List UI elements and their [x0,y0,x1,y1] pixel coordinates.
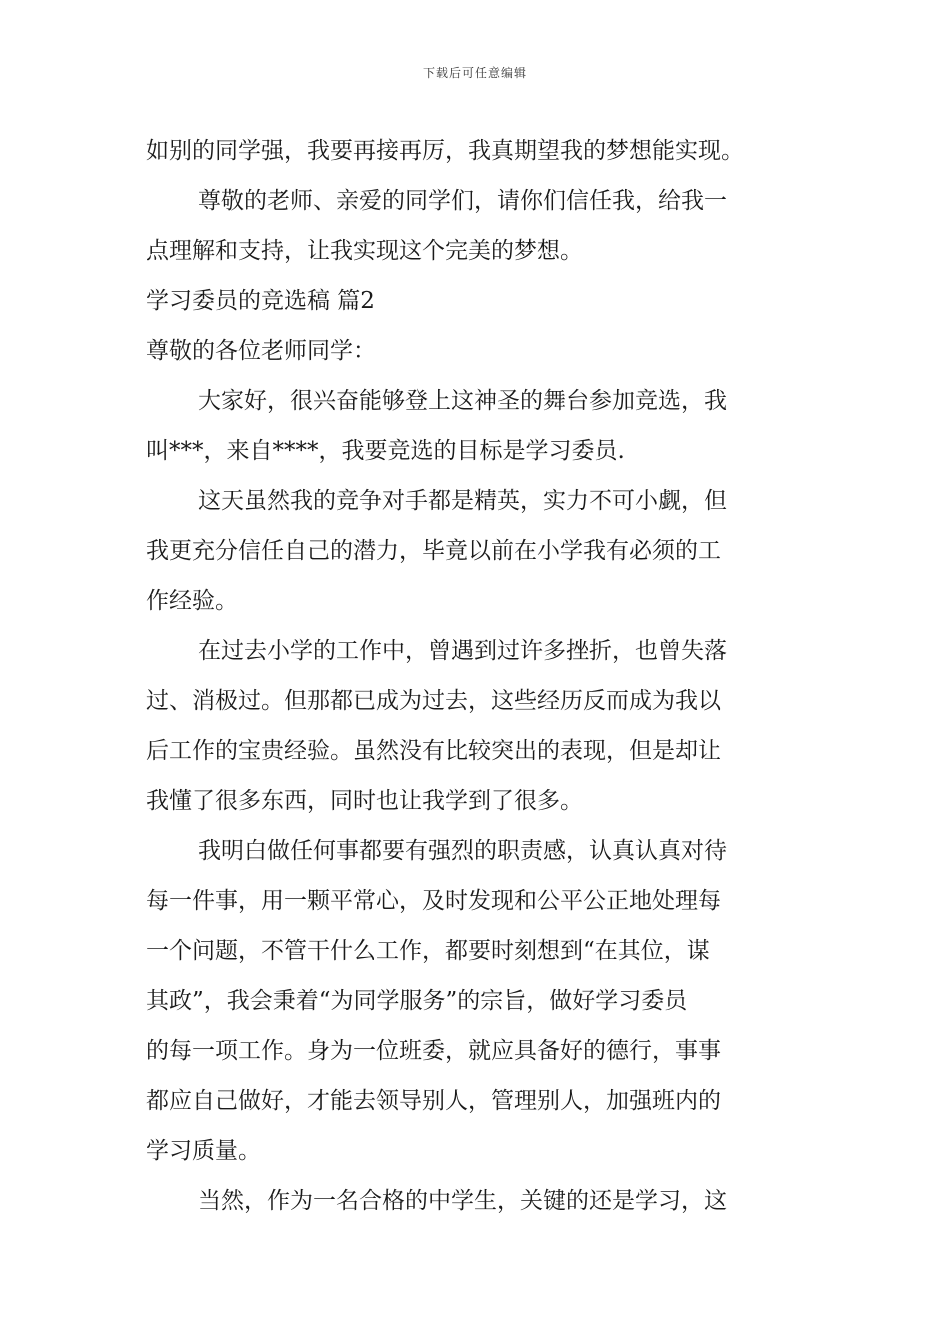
text-line: 作经验。 [146,588,238,614]
text-line: 过、消极过。但那都已成为过去，这些经历反而成为我以 [146,688,721,714]
text-line: 都应自己做好，才能去领导别人，管理别人，加强班内的 [146,1088,721,1114]
document-body [146,126,808,1226]
text-line: 学习质量。 [146,1138,261,1164]
salutation: 尊敬的各位老师同学： [146,338,376,364]
text-line: 在过去小学的工作中，曾遇到过许多挫折，也曾失落 [198,638,727,664]
page-header: 下载后可任意编辑 [422,66,527,80]
text-line: 这天虽然我的竞争对手都是精英，实力不可小觑，但 [198,488,727,514]
text-line: 其政”，我会秉着“为同学服务”的宗旨，做好学习委员 [146,988,688,1014]
text-line: 叫***，来自****，我要竞选的目标是学习委员. [146,438,625,464]
text-line: 当然，作为一名合格的中学生，关键的还是学习，这 [198,1188,727,1214]
text-line: 一个问题，不管干什么工作，都要时刻想到“在其位，谋 [146,938,710,964]
text-line: 我懂了很多东西，同时也让我学到了很多。 [146,788,583,814]
text-line: 的每一项工作。身为一位班委，就应具备好的德行，事事 [146,1038,721,1064]
text-line: 后工作的宝贵经验。虽然没有比较突出的表现，但是却让 [146,738,721,764]
text-line: 我更充分信任自己的潜力，毕竟以前在小学我有必须的工 [146,538,721,564]
text-line: 如别的同学强，我要再接再厉，我真期望我的梦想能实现。 [146,138,744,164]
text-line: 大家好，很兴奋能够登上这神圣的舞台参加竞选，我 [198,388,727,414]
text-line: 每一件事，用一颗平常心，及时发现和公平公正地处理每 [146,888,721,914]
text-line: 点理解和支持，让我实现这个完美的梦想。 [146,238,583,264]
text-line: 尊敬的老师、亲爱的同学们，请你们信任我，给我一 [198,188,727,214]
section-title: 学习委员的竞选稿 篇2 [146,288,375,314]
text-line: 我明白做任何事都要有强烈的职责感，认真认真对待 [198,838,727,864]
